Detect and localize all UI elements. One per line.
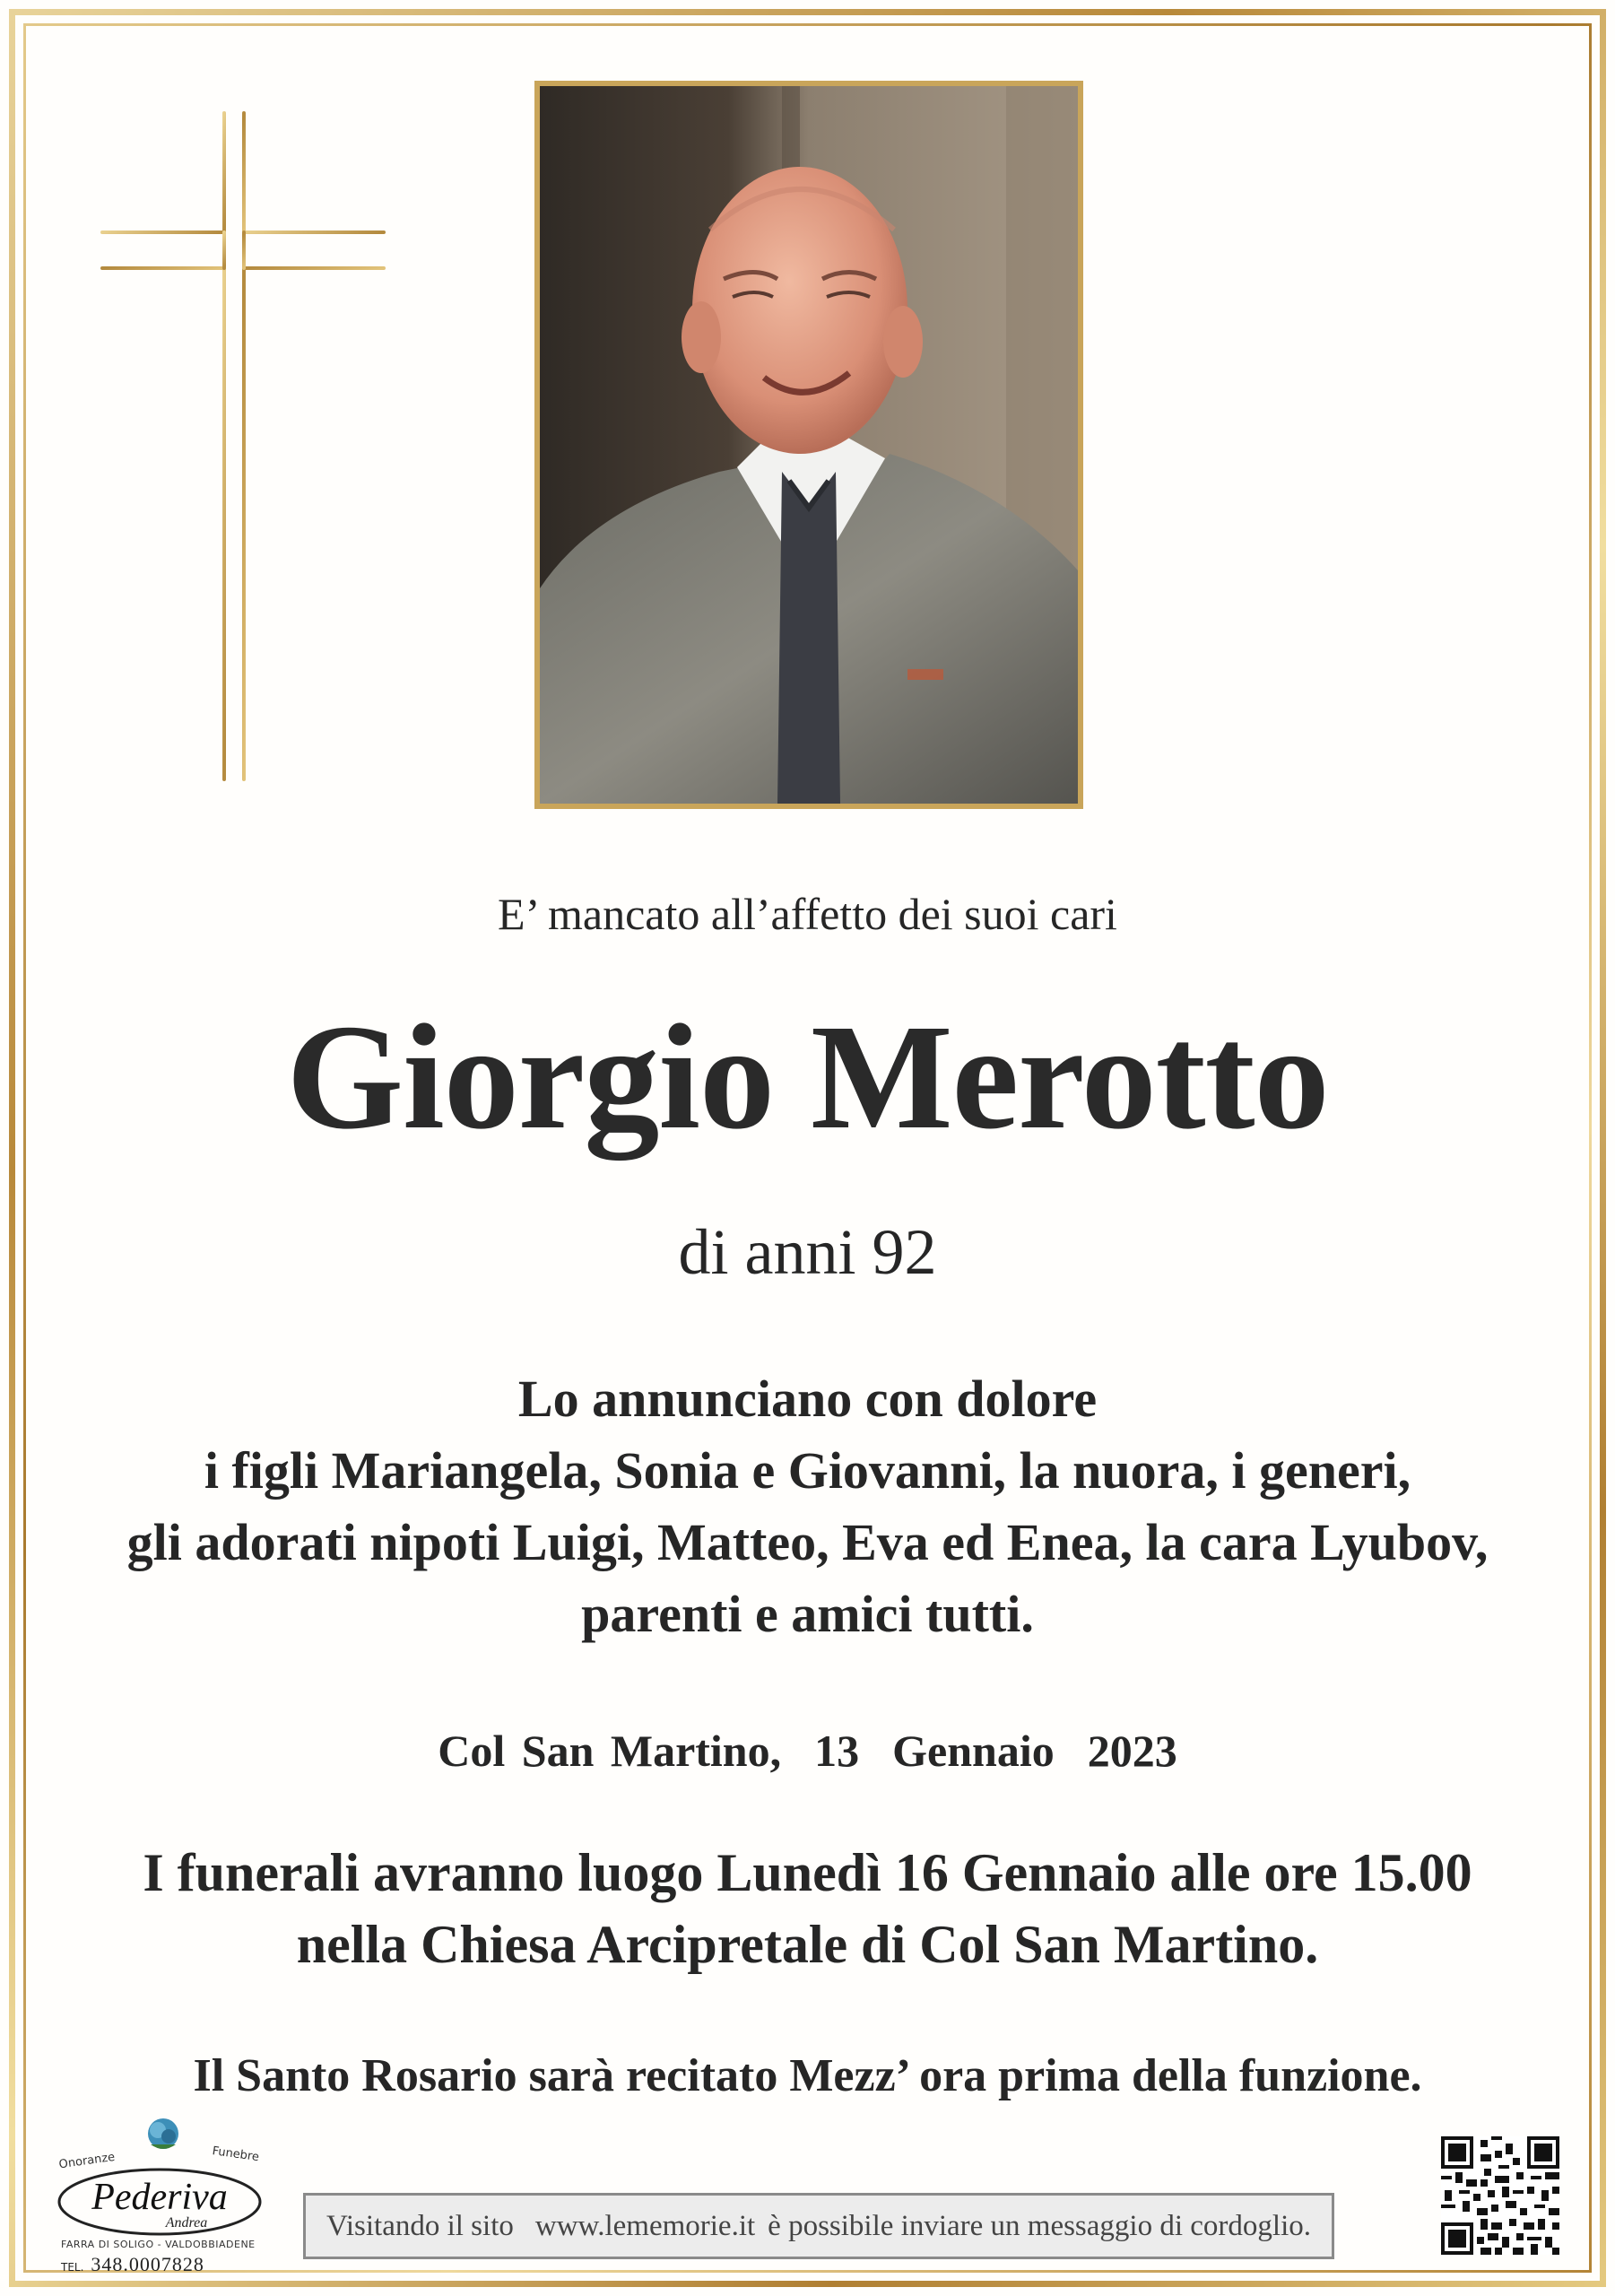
announcement-line: Lo annunciano con dolore: [517, 1370, 1098, 1428]
logo-phone-line: [61, 2253, 267, 2276]
age-line: di anni 92: [678, 1216, 937, 1288]
logo-top-left: Onoranze: [57, 2150, 117, 2172]
place-and-date: Col San Martino, 13 Gennaio 2023: [438, 1726, 1177, 1776]
intro-line: E’ mancato all’affetto dei suoi cari: [498, 889, 1117, 939]
announcement-line: parenti e amici tutti.: [581, 1585, 1034, 1643]
announcement-line: gli adorati nipoti Luigi, Matteo, Eva ed Enea, la cara Lyubov,: [126, 1513, 1489, 1571]
funeral-line: nella Chiesa Arcipretale di Col San Martino.: [296, 1915, 1319, 1974]
announcement: [0, 1363, 1615, 1650]
footer-site-link[interactable]: www.lememorie.it: [534, 2209, 756, 2242]
logo-sub: Andrea: [165, 2215, 208, 2231]
portrait-photo: [534, 81, 1083, 809]
footer-suffix: è possibile inviare un messaggio di cordoglio.: [768, 2209, 1311, 2242]
funeral-info: [0, 1837, 1615, 1980]
logo-brand: Pederiva: [91, 2177, 228, 2218]
deceased-name: Giorgio Merotto: [286, 994, 1329, 1161]
announcement-line: i figli Mariangela, Sonia e Giovanni, la nuora, i generi,: [204, 1441, 1411, 1500]
footer-prefix: Visitando il sito: [326, 2209, 514, 2242]
phone-number: 348.0007828: [91, 2253, 204, 2275]
logo-locations: FARRA DI SOLIGO - VALDOBBIADENE: [61, 2239, 256, 2250]
funeral-line: I funerali avranno luogo Lunedì 16 Gennaio alle ore 15.00: [143, 1843, 1472, 1902]
tel-label: TEL.: [61, 2261, 84, 2274]
logo-top-right: Funebre: [211, 2144, 260, 2165]
condolence-footer: [303, 2193, 1334, 2259]
qr-code-icon[interactable]: [1441, 2136, 1559, 2255]
rosary-info: Il Santo Rosario sarà recitato Mezz’ ora prima della funzione.: [193, 2050, 1422, 2101]
gold-cross-icon: [100, 111, 387, 784]
blue-rose-icon: [148, 2118, 178, 2149]
